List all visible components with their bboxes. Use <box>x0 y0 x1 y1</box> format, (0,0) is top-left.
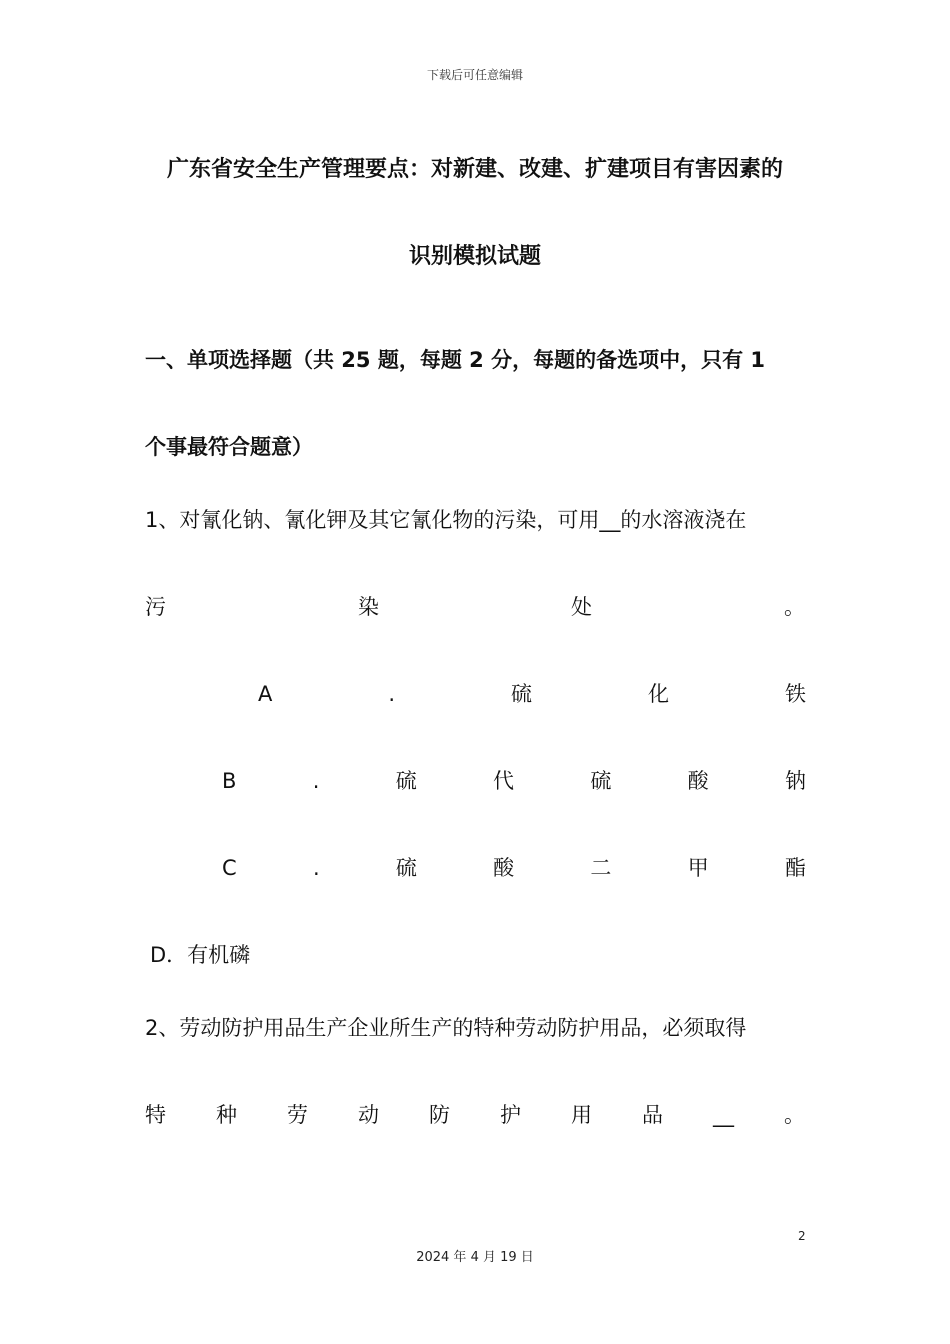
text-char: 动 <box>358 1103 379 1127</box>
page-number: 2 <box>798 1229 806 1243</box>
text-char: 用 <box>571 1103 592 1127</box>
option-char: . <box>388 682 396 706</box>
option-char: 代 <box>493 769 515 793</box>
option-char: . <box>312 769 320 793</box>
text-char: 劳 <box>287 1103 308 1127</box>
text-char: 护 <box>500 1103 521 1127</box>
section-heading-line-2: 个事最符合题意） <box>145 435 313 459</box>
option-char: 硫 <box>511 682 533 706</box>
option-char: 铁 <box>785 682 806 706</box>
question-1-option-c <box>222 853 806 883</box>
question-1-text-line-1: 1、对氰化钠、氰化钾及其它氰化物的污染，可用__的水溶液浇在 <box>145 508 747 532</box>
option-char: 硫 <box>395 769 417 793</box>
option-char: 二 <box>590 856 612 880</box>
question-1-option-a <box>258 679 806 709</box>
question-2-text-line-2 <box>145 1100 805 1130</box>
header-note: 下载后可任意编辑 <box>426 68 523 82</box>
option-char: 化 <box>648 682 670 706</box>
text-char: 。 <box>784 595 805 619</box>
question-1-option-d: D．有机磷 <box>150 943 251 967</box>
option-char: 酯 <box>784 856 806 880</box>
question-1-option-b <box>222 766 806 796</box>
option-char: 酸 <box>493 856 515 880</box>
option-char: . <box>312 856 320 880</box>
text-char: 处 <box>571 595 592 619</box>
document-title-line-2: 识别模拟试题 <box>408 244 541 269</box>
option-char: B <box>222 769 237 793</box>
question-2-text-line-1: 2、劳动防护用品生产企业所生产的特种劳动防护用品，必须取得 <box>145 1016 747 1040</box>
answer-blank: __ <box>713 1103 734 1127</box>
text-char: 。 <box>784 1103 805 1127</box>
option-char: 硫 <box>395 856 417 880</box>
question-1-text-line-2 <box>145 592 805 622</box>
text-char: 染 <box>358 595 379 619</box>
document-title-line-1: 广东省安全生产管理要点：对新建、改建、扩建项目有害因素的 <box>166 157 783 182</box>
text-char: 特 <box>145 1103 166 1127</box>
option-char: 钠 <box>784 769 806 793</box>
option-char: 硫 <box>590 769 612 793</box>
text-char: 污 <box>145 595 166 619</box>
text-char: 品 <box>642 1103 663 1127</box>
option-char: C <box>222 856 237 880</box>
text-char: 防 <box>429 1103 450 1127</box>
section-heading-line-1: 一、单项选择题（共 25 题，每题 2 分，每题的备选项中，只有 1 <box>145 348 766 372</box>
option-char: 酸 <box>687 769 709 793</box>
footer-date: 2024 年 4 月 19 日 <box>416 1250 534 1265</box>
option-char: A <box>258 682 273 706</box>
text-char: 种 <box>216 1103 237 1127</box>
option-char: 甲 <box>687 856 709 880</box>
